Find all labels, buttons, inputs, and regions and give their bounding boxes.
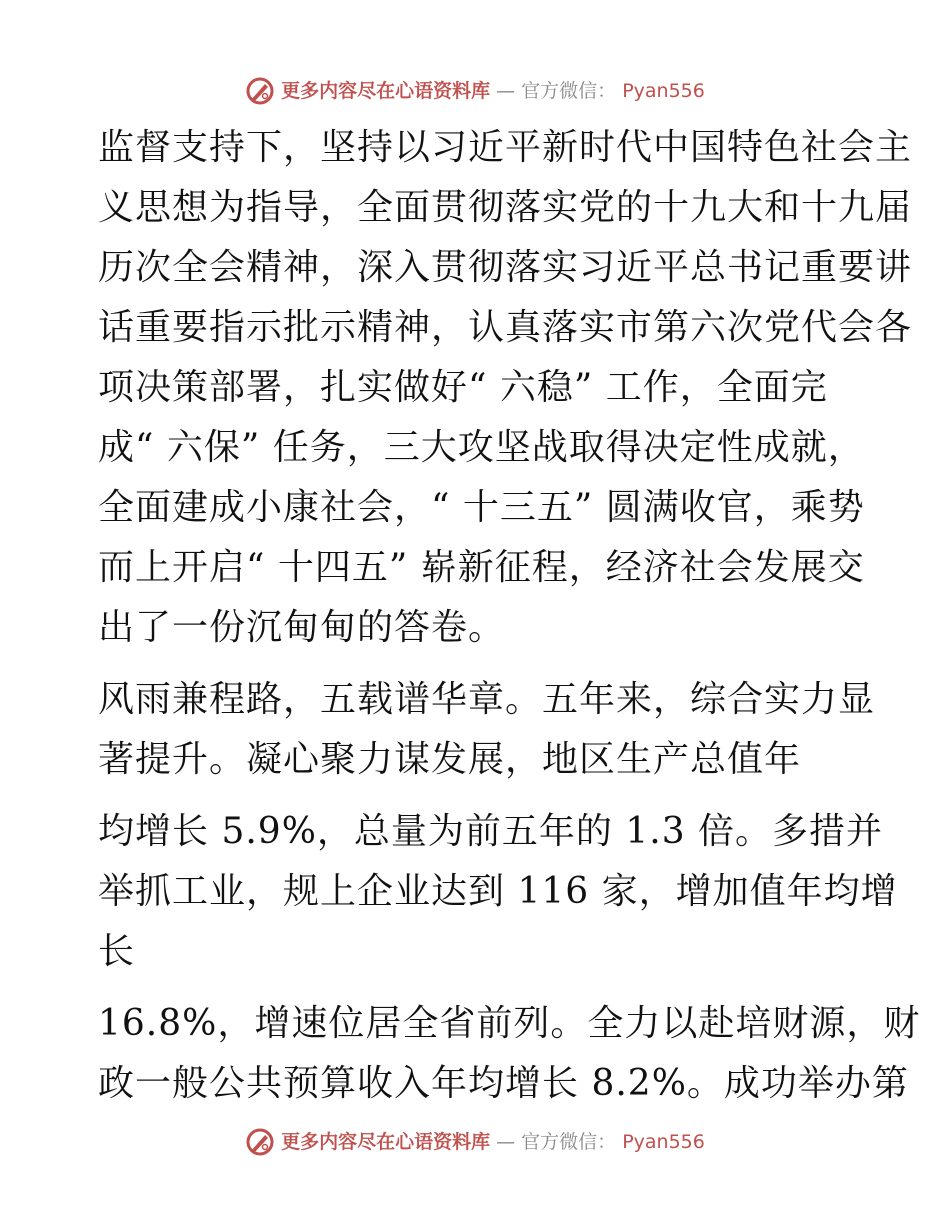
pen-circle-logo-icon bbox=[245, 1127, 275, 1157]
paragraph bbox=[98, 118, 913, 658]
watermark-contact-label: 官方微信： bbox=[521, 1131, 617, 1153]
text-line: 举抓工业，规上企业达到 116 家，增加值年均增 bbox=[98, 871, 898, 912]
document-body bbox=[98, 118, 921, 1114]
watermark-main-text: 更多内容尽在心语资料库 bbox=[281, 1131, 491, 1153]
paragraph-gap bbox=[98, 982, 858, 994]
footer-watermark bbox=[0, 1127, 950, 1157]
text-line: 16.8%，增速位居全省前列。全力以赴培财源，财 bbox=[98, 1003, 921, 1044]
pen-circle-logo-icon bbox=[245, 76, 275, 106]
watermark-contact-label: 官方微信： bbox=[521, 80, 617, 102]
text-line: 监督支持下，坚持以习近平新时代中国特色社会主 bbox=[98, 127, 913, 168]
text-line: 政一般公共预算收入年均增长 8.2%。成功举办第 bbox=[98, 1063, 909, 1104]
paragraph bbox=[98, 802, 898, 982]
text-line: 义思想为指导，全面贯彻落实党的十九大和十九届 bbox=[98, 187, 913, 228]
text-line: 长 bbox=[98, 931, 136, 972]
text-line: 历次全会精神，深入贯彻落实习近平总书记重要讲 bbox=[98, 247, 913, 288]
text-line: 全面建成小康社会，“ 十三五” 圆满收官，乘势 bbox=[98, 487, 865, 528]
text-line: 著提升。凝心聚力谋发展，地区生产总值年 bbox=[98, 739, 802, 780]
watermark-separator: — bbox=[496, 1131, 516, 1153]
watermark-separator: — bbox=[496, 80, 516, 102]
watermark-contact-id: Pyan556 bbox=[622, 1131, 705, 1153]
paragraph-gap bbox=[98, 658, 858, 670]
paragraph-gap bbox=[98, 790, 858, 802]
text-line: 成“ 六保” 任务，三大攻坚战取得决定性成就， bbox=[98, 427, 865, 468]
text-line: 出了一份沉甸甸的答卷。 bbox=[98, 607, 506, 648]
watermark-main-text: 更多内容尽在心语资料库 bbox=[281, 80, 491, 102]
paragraph bbox=[98, 670, 876, 790]
text-line: 而上开启“ 十四五” 崭新征程，经济社会发展交 bbox=[98, 547, 865, 588]
header-watermark bbox=[0, 76, 950, 106]
text-line: 风雨兼程路，五载谱华章。五年来，综合实力显 bbox=[98, 679, 876, 720]
text-line: 项决策部署，扎实做好“ 六稳” 工作，全面完 bbox=[98, 367, 828, 408]
text-line: 均增长 5.9%，总量为前五年的 1.3 倍。多措并 bbox=[98, 811, 884, 852]
watermark-contact-id: Pyan556 bbox=[622, 80, 705, 102]
text-line: 话重要指示批示精神，认真落实市第六次党代会各 bbox=[98, 307, 913, 348]
paragraph bbox=[98, 994, 921, 1114]
